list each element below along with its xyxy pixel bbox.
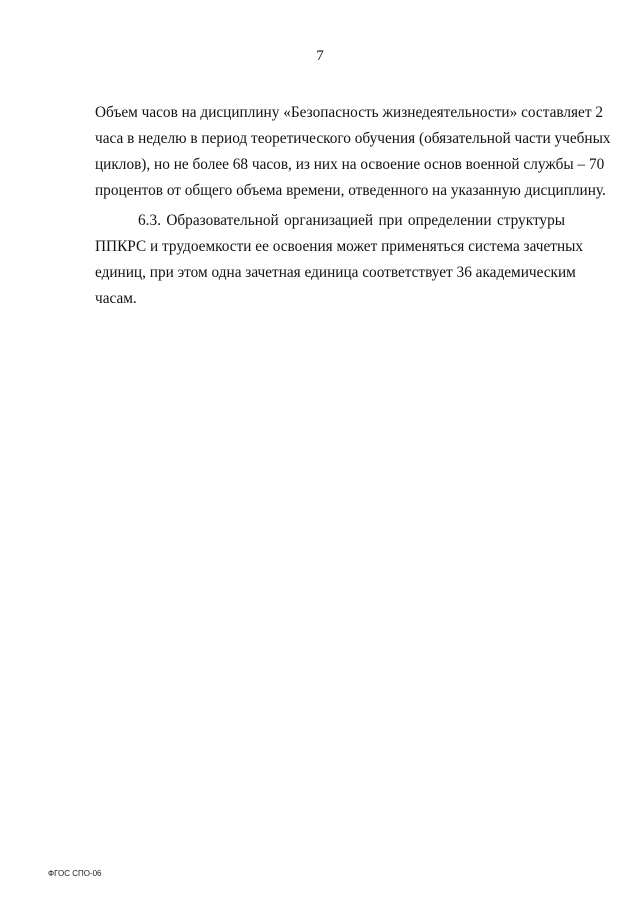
- paragraph-line: циклов), но не более 68 часов, из них на освоение основ военной службы – 70: [95, 156, 605, 173]
- paragraph-line: Объем часов на дисциплину «Безопасность жизнедеятельности» составляет 2: [95, 104, 604, 121]
- paragraph-line: часам.: [95, 290, 137, 307]
- paragraph-line: 6.3. Образовательной организацией при определении структуры: [138, 212, 565, 229]
- paragraph-line: часа в неделю в период теоретического обучения (обязательной части учебных: [95, 130, 611, 147]
- paragraph-line: единиц, при этом одна зачетная единица соответствует 36 академическим: [95, 264, 576, 281]
- page-number: 7: [316, 48, 324, 64]
- footer-document-code: ФГОС СПО-06: [48, 869, 102, 878]
- paragraph-line: ППКРС и трудоемкости ее освоения может применяться система зачетных: [95, 238, 584, 255]
- paragraph-line: процентов от общего объема времени, отведенного на указанную дисциплину.: [95, 182, 606, 199]
